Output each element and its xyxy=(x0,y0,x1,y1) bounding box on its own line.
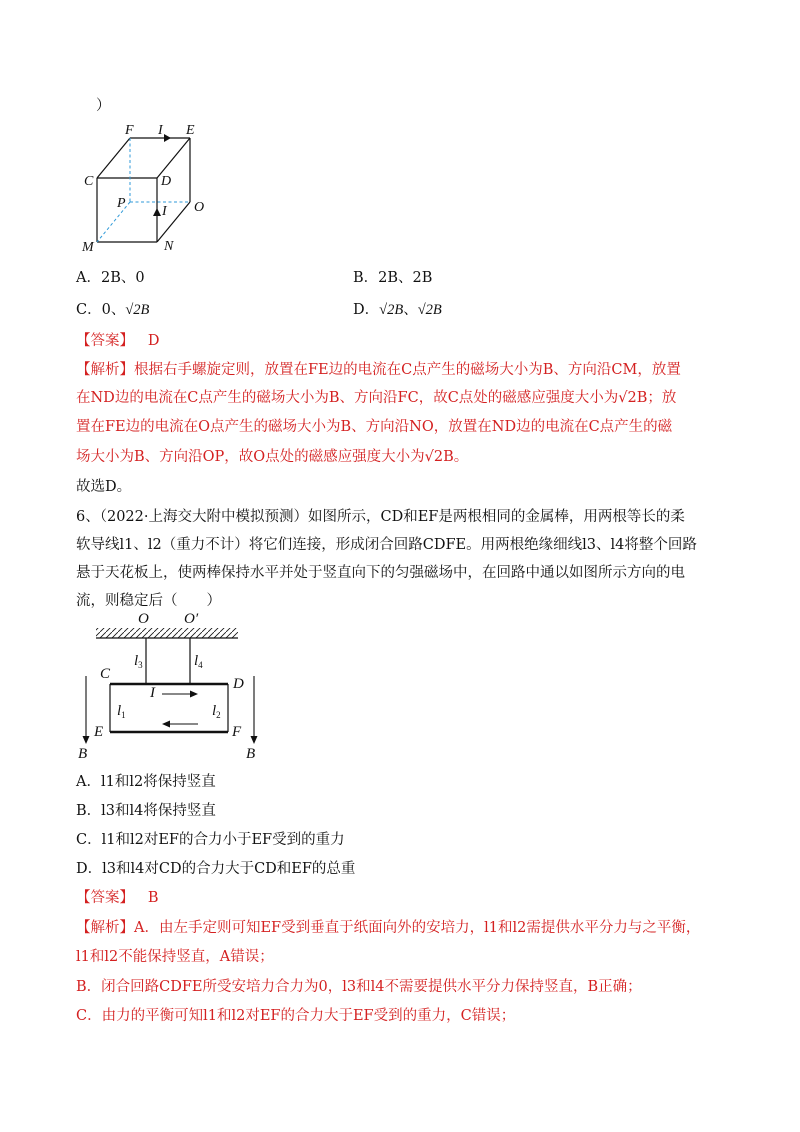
q5-option-d: D．√2B、√2B xyxy=(353,302,442,318)
q5-answer: 【答案】 D xyxy=(76,333,160,349)
label-P: P xyxy=(117,196,126,211)
q5-option-c: C．0、√2B xyxy=(76,302,150,318)
ceiling-hatch xyxy=(96,628,238,638)
q6-stem-line-4: 流，则稳定后（ ） xyxy=(76,593,221,609)
q5-analysis-line-2: 在ND边的电流在C点产生的磁场大小为B、方向沿FC，故C点处的磁感应强度大小为√2B；放 xyxy=(76,390,677,406)
label-B-right: B xyxy=(246,746,256,762)
label-D: D xyxy=(233,676,244,692)
current-arrow-side-icon xyxy=(153,208,161,216)
q6-analysis-line-2: l1和l2不能保持竖直，A错误； xyxy=(76,949,274,965)
q6-analysis-line-1: 【解析】A．由左手定则可知EF受到垂直于纸面向外的安培力，l1和l2需提供水平分力与之平衡， xyxy=(76,920,701,936)
q6-option-b: B．l3和l4将保持竖直 xyxy=(76,803,216,819)
label-C: C xyxy=(100,666,111,682)
label-F: F xyxy=(232,724,242,740)
q5-analysis-line-3: 置在FE边的电流在O点产生的磁场大小为B、方向沿NO，放置在ND边的电流在C点产生的磁 xyxy=(76,419,673,435)
q5-analysis-line-4: 场大小为B、方向沿OP，故O点处的磁感应强度大小为√2B。 xyxy=(76,449,469,465)
q6-stem-line-2: 软导线l1、l2（重力不计）将它们连接，形成闭合回路CDFE。用两根绝缘细线l3、l4将整个回路 xyxy=(76,537,697,553)
current-arrow-right-icon xyxy=(190,691,198,698)
q6-stem-line-1: 6、（2022·上海交大附中模拟预测）如图所示，CD和EF是两根相同的金属棒，用两根等长的柔 xyxy=(76,509,685,525)
label-O-prime: O′ xyxy=(184,611,199,627)
q5-stem-tail: ） xyxy=(96,98,111,114)
label-l4: $l_4$ xyxy=(194,653,203,670)
q5-cube-figure xyxy=(76,118,226,258)
current-arrow-left-icon xyxy=(162,721,170,728)
q6-option-d: D．l3和l4对CD的合力大于CD和EF的总重 xyxy=(76,861,356,877)
q5-conclusion: 故选D。 xyxy=(76,479,132,495)
label-l3: $l_3$ xyxy=(134,653,143,670)
label-B-left: B xyxy=(78,746,88,762)
q6-stem-line-3: 悬于天花板上，使两棒保持水平并处于竖直向下的匀强磁场中，在回路中通以如图所示方向的电 xyxy=(76,565,685,581)
q6-analysis-line-3: B．闭合回路CDFE所受安培力合力为0，l3和l4不需要提供水平分力保持竖直，B正确； xyxy=(76,979,642,995)
q6-circuit-figure xyxy=(76,608,276,763)
q6-option-a: A．l1和l2将保持竖直 xyxy=(76,774,216,790)
label-l2: $l_2$ xyxy=(212,703,221,720)
label-I-top: I xyxy=(158,123,163,138)
q6-option-c: C．l1和l2对EF的合力小于EF受到的重力 xyxy=(76,832,345,848)
current-arrow-top-icon xyxy=(164,134,171,142)
q6-analysis-line-4: C．由力的平衡可知l1和l2对EF的合力大于EF受到的重力，C错误； xyxy=(76,1008,516,1024)
label-O: O xyxy=(138,611,149,627)
label-M: M xyxy=(82,240,94,255)
label-I-mid: I xyxy=(162,204,167,219)
field-arrow-left-icon xyxy=(83,736,90,744)
q5-option-b: B．2B、2B xyxy=(353,270,433,286)
q5-analysis-line-1: 【解析】根据右手螺旋定则，放置在FE边的电流在C点产生的磁场大小为B、方向沿CM，放置 xyxy=(76,362,681,378)
label-E: E xyxy=(186,123,195,138)
label-D: D xyxy=(161,174,172,189)
label-l1: $l_1$ xyxy=(117,703,126,720)
q6-answer: 【答案】 B xyxy=(76,890,159,906)
label-F: F xyxy=(125,123,134,138)
label-E: E xyxy=(94,724,104,740)
q5-option-a: A．2B、0 xyxy=(76,270,145,286)
label-N: N xyxy=(164,239,174,254)
label-O: O xyxy=(194,200,205,215)
field-arrow-right-icon xyxy=(251,736,258,744)
label-I: I xyxy=(150,685,155,701)
label-C: C xyxy=(84,174,94,189)
